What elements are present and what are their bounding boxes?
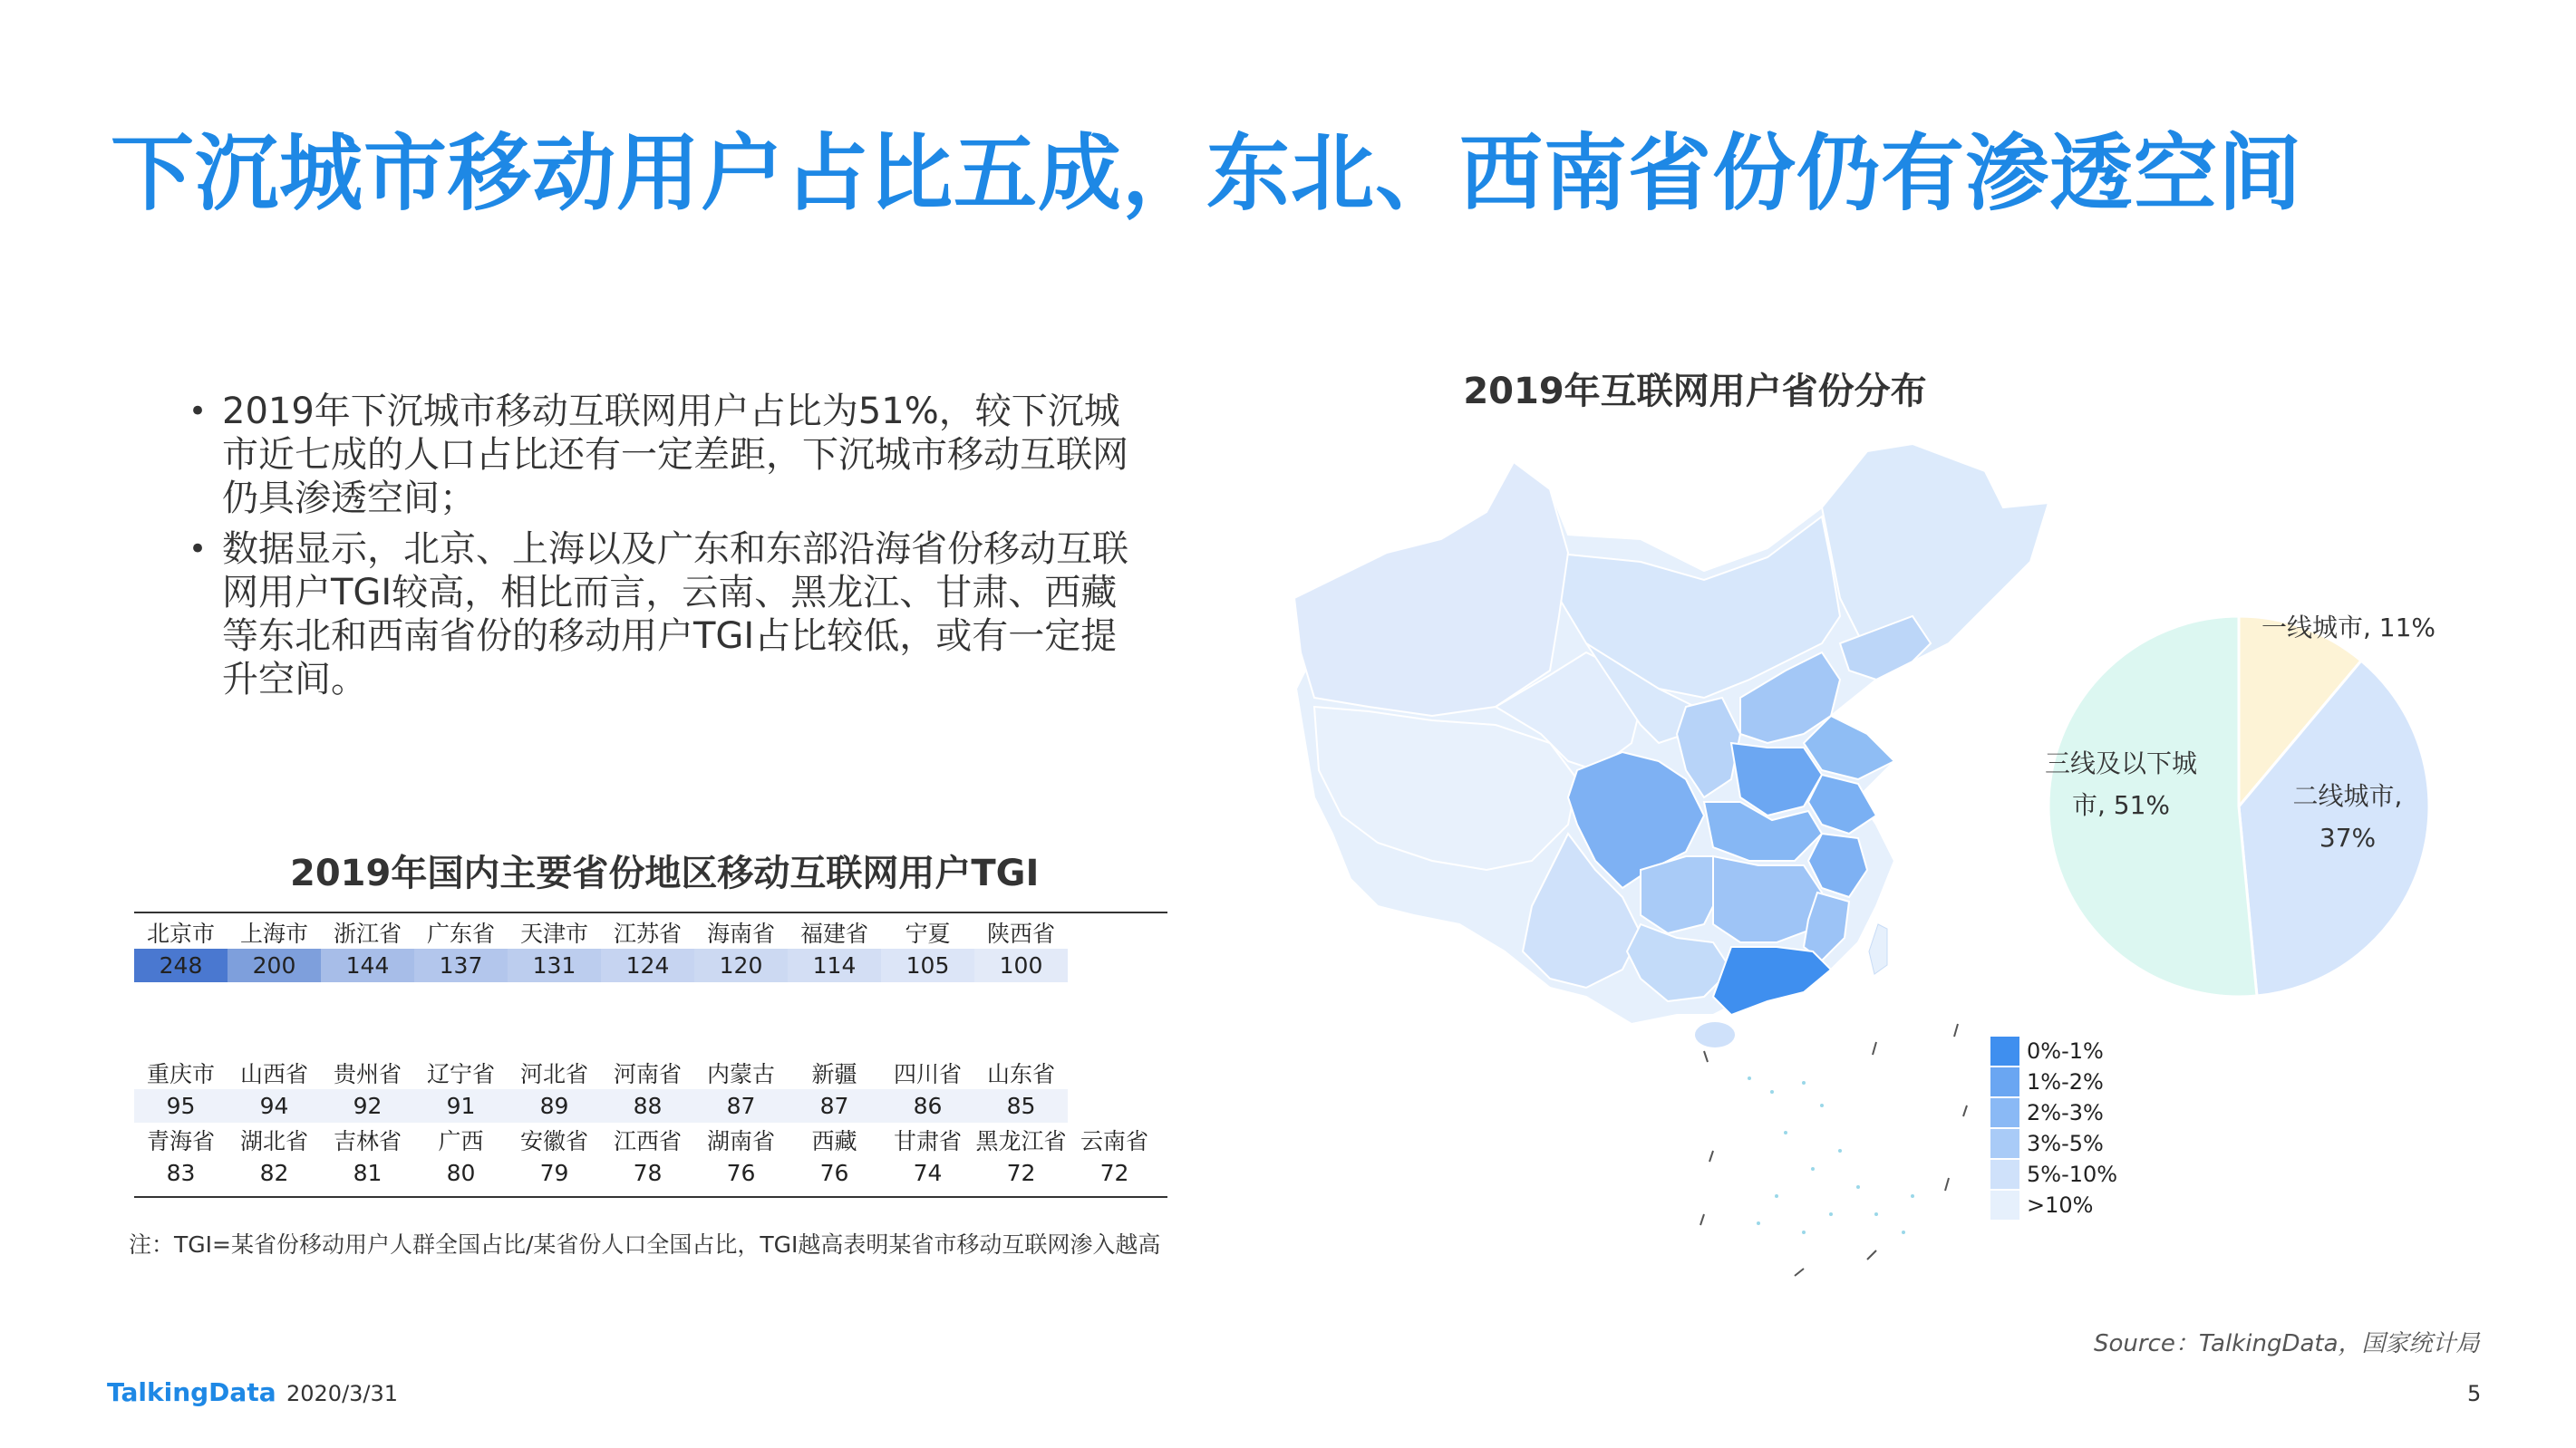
province-cell: 浙江省	[333, 920, 402, 947]
legend-swatch	[1990, 1129, 2019, 1158]
tgi-value-cell: 85	[974, 1089, 1068, 1123]
tgi-value-row	[134, 949, 1068, 982]
tgi-value-cell: 76	[819, 1160, 849, 1186]
tgi-table-bottom	[134, 1056, 1161, 1190]
map-region-hunan-jiangxi	[1713, 856, 1822, 942]
tgi-value-cell: 89	[508, 1089, 601, 1123]
legend-swatch	[1990, 1067, 2019, 1096]
province-cell: 安徽省	[519, 1127, 588, 1154]
province-cell: 广东省	[426, 920, 495, 947]
province-cell: 湖南省	[706, 1127, 775, 1154]
province-cell: 湖北省	[239, 1127, 308, 1154]
province-cell: 江西省	[613, 1127, 682, 1154]
province-cell: 新疆	[811, 1060, 857, 1087]
tgi-value-cell: 144	[321, 949, 414, 982]
pie-label: 37%	[2319, 823, 2377, 853]
tgi-value-cell: 87	[694, 1089, 788, 1123]
pie-label: 市, 51%	[2071, 790, 2171, 820]
legend-label: 1%-2%	[2027, 1069, 2104, 1095]
province-cell: 甘肃省	[893, 1127, 962, 1154]
province-cell: 北京市	[146, 920, 215, 947]
tgi-value-cell: 74	[913, 1160, 943, 1186]
province-cell: 黑龙江省	[975, 1127, 1067, 1154]
province-cell: 贵州省	[333, 1060, 402, 1087]
province-cell: 河北省	[519, 1060, 588, 1087]
map-title: 2019年互联网用户省份分布	[1463, 371, 1927, 412]
tgi-value-cell: 114	[788, 949, 881, 982]
tgi-value-cell: 82	[259, 1160, 289, 1186]
map-south-sea-islands	[1748, 1076, 1914, 1234]
china-province-map	[1278, 435, 2076, 1305]
province-cell: 辽宁省	[426, 1060, 495, 1087]
bullet-list	[181, 390, 1133, 709]
tgi-value-cell: 92	[321, 1089, 414, 1123]
tgi-table-title: 2019年国内主要省份地区移动互联网用户TGI	[290, 853, 1040, 894]
tgi-footnote: 注：TGI=某省份移动用户人群全国占比/某省份人口全国占比，TGI越高表明某省市移动互联网渗入越高	[129, 1231, 1161, 1258]
pie-label: 一线城市, 11%	[2261, 613, 2436, 642]
table-bottom-rule	[134, 1196, 1167, 1198]
province-cell: 天津市	[519, 920, 588, 947]
province-cell: 江苏省	[613, 920, 682, 947]
province-cell: 四川省	[893, 1060, 962, 1087]
map-region-xinjiang	[1294, 462, 1568, 716]
tgi-value-cell: 94	[228, 1089, 321, 1123]
province-cell: 广西	[438, 1127, 484, 1154]
tgi-value-row	[134, 1089, 1161, 1123]
bullet-dot-icon: •	[189, 531, 208, 567]
map-region-hainan	[1695, 1022, 1735, 1047]
page-title: 下沉城市移动用户占比五成，东北、西南省份仍有渗透空间	[111, 125, 2303, 222]
province-cell: 上海市	[239, 920, 308, 947]
province-cell: 云南省	[1080, 1127, 1148, 1154]
legend-swatch	[1990, 1191, 2019, 1220]
province-cell: 重庆市	[146, 1060, 215, 1087]
legend-label: 2%-3%	[2027, 1100, 2104, 1125]
tgi-value-cell: 137	[414, 949, 508, 982]
province-cell: 河南省	[613, 1060, 682, 1087]
tgi-value-cell: 81	[353, 1160, 383, 1186]
province-cell: 吉林省	[333, 1127, 402, 1154]
page-number: 5	[2467, 1381, 2482, 1406]
tgi-value-cell: 79	[539, 1160, 569, 1186]
bullet-item	[181, 390, 1133, 520]
tgi-value-cell: 72	[1099, 1160, 1129, 1186]
tgi-value-cell: 78	[633, 1160, 663, 1186]
map-nine-dash-line	[1700, 1024, 1967, 1276]
legend-label: 3%-5%	[2027, 1131, 2104, 1156]
tgi-value-row	[134, 1156, 1161, 1190]
tgi-value-cell: 131	[508, 949, 601, 982]
province-cell: 山东省	[986, 1060, 1055, 1087]
tgi-value-cell: 100	[974, 949, 1068, 982]
city-tier-pie-chart	[2012, 580, 2502, 1015]
legend-swatch	[1990, 1160, 2019, 1189]
province-cell: 内蒙古	[706, 1060, 775, 1087]
table-top-rule	[134, 912, 1167, 913]
bullet-dot-icon: •	[189, 393, 208, 430]
legend-label: 0%-1%	[2027, 1038, 2104, 1064]
tgi-value-cell: 124	[601, 949, 694, 982]
province-cell: 西藏	[811, 1127, 857, 1154]
tgi-table-top	[134, 915, 1068, 982]
tgi-value-cell: 83	[166, 1160, 196, 1186]
tgi-value-cell: 87	[788, 1089, 881, 1123]
map-region-taiwan	[1869, 924, 1887, 974]
source-note: Source：TalkingData，国家统计局	[2094, 1330, 2480, 1357]
tgi-value-cell: 86	[881, 1089, 974, 1123]
tgi-value-cell: 88	[601, 1089, 694, 1123]
legend-swatch	[1990, 1098, 2019, 1127]
tgi-value-cell: 248	[134, 949, 228, 982]
tgi-value-cell: 120	[694, 949, 788, 982]
pie-label: 三线及以下城	[2044, 748, 2198, 778]
tgi-value-cell: 200	[228, 949, 321, 982]
tgi-value-cell: 91	[414, 1089, 508, 1123]
pie-label: 二线城市,	[2292, 781, 2403, 811]
tgi-value-cell: 105	[881, 949, 974, 982]
tgi-value-cell: 76	[726, 1160, 756, 1186]
tgi-value-cell: 95	[134, 1089, 228, 1123]
legend-label: >10%	[2027, 1192, 2094, 1218]
province-row	[134, 915, 1068, 949]
bullet-text: 数据显示，北京、上海以及广东和东部沿海省份移动互联网用户TGI较高，相比而言，云南、黑龙江、甘肃、西藏等东北和西南省份的移动用户TGI占比较低，或有一定提升空间。	[222, 528, 1128, 700]
bullet-text: 2019年下沉城市移动互联网用户占比为51%，较下沉城市近七成的人口占比还有一定差距，下沉城市移动互联网仍具渗透空间；	[222, 391, 1128, 519]
province-cell: 福建省	[799, 920, 868, 947]
province-cell: 青海省	[146, 1127, 215, 1154]
bullet-item	[181, 527, 1133, 701]
province-cell: 陕西省	[986, 920, 1055, 947]
province-cell: 海南省	[706, 920, 775, 947]
map-region-guangdong	[1713, 947, 1831, 1015]
province-cell: 山西省	[239, 1060, 308, 1087]
province-row	[134, 1056, 1161, 1089]
talkingdata-logo: TalkingData	[107, 1377, 276, 1407]
tgi-value-cell: 80	[446, 1160, 476, 1186]
tgi-value-cell: 72	[1006, 1160, 1036, 1186]
legend-label: 5%-10%	[2027, 1162, 2118, 1187]
province-cell: 宁夏	[905, 920, 951, 947]
province-row	[134, 1123, 1161, 1156]
legend-swatch	[1990, 1037, 2019, 1066]
footer-date: 2020/3/31	[286, 1381, 399, 1406]
